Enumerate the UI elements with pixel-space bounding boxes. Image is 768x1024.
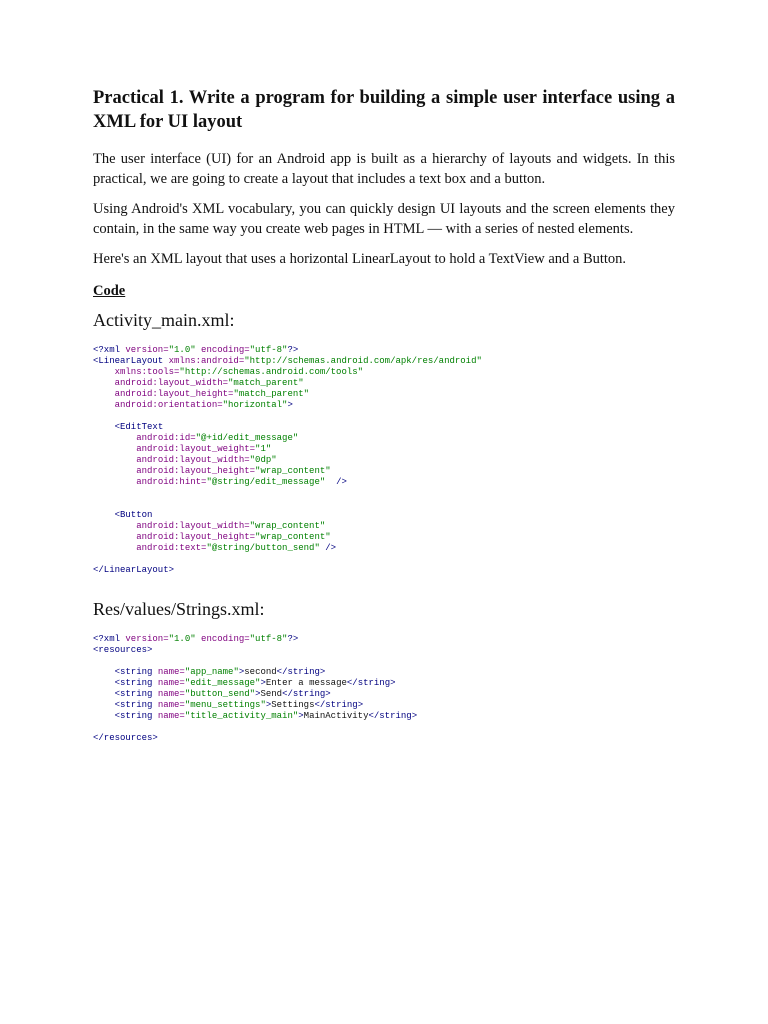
code-token-attr: android:text= (136, 542, 207, 553)
code-token-text (93, 433, 136, 443)
code-token-text (93, 367, 115, 377)
code-token-val: "utf-8" (249, 633, 288, 644)
code-line (93, 565, 675, 576)
code-token-text (93, 444, 136, 454)
code-line (93, 444, 675, 455)
code-blank-line (93, 411, 675, 422)
code-token-text (93, 711, 115, 721)
code-token-tag: </string> (314, 699, 364, 710)
code-line (93, 345, 675, 356)
code-token-tag: > (265, 699, 272, 710)
code-line (93, 378, 675, 389)
code-blank-line (93, 554, 675, 565)
code-line (93, 645, 675, 656)
code-token-val: "@string/edit_message" (206, 476, 326, 487)
code-token-attr: android:orientation= (114, 399, 223, 410)
code-token-val: "utf-8" (249, 344, 288, 355)
code-token-tag: <string (114, 677, 158, 688)
code-line (93, 634, 675, 645)
code-token-tag: <EditText (114, 421, 164, 432)
code-token-tag: <LinearLayout (93, 355, 169, 366)
code-token-attr: name= (157, 677, 185, 688)
xml-vocabulary-paragraph: Using Android's XML vocabulary, you can quickly design UI layouts and the screen elements they contain, in the same way you create web pages in HTML — with a series of nested elements. (93, 201, 675, 237)
code-token-tag: <resources> (93, 644, 153, 655)
code-line (93, 422, 675, 433)
code-token-text (93, 678, 115, 688)
strings-xml-heading: Res/values/Strings.xml: (93, 598, 265, 619)
code-token-val: "button_send" (184, 688, 256, 699)
code-token-tag: /> (325, 476, 347, 487)
code-token-tag: <string (114, 699, 158, 710)
code-token-attr: version= (125, 344, 169, 355)
code-token-tag: <string (114, 710, 158, 721)
code-token-val: "app_name" (184, 666, 239, 677)
code-token-tag: <string (114, 666, 158, 677)
code-token-text (93, 521, 136, 531)
code-line (93, 389, 675, 400)
code-token-attr: name= (157, 699, 185, 710)
code-token-text (93, 700, 115, 710)
code-token-text (93, 389, 115, 399)
code-token-val: "wrap_content" (255, 465, 331, 476)
code-token-text: MainActivity (303, 710, 369, 721)
code-token-tag: </string> (276, 666, 326, 677)
code-line (93, 667, 675, 678)
code-token-attr: name= (157, 710, 185, 721)
code-token-text (93, 422, 115, 432)
code-line (93, 466, 675, 477)
code-token-val: "title_activity_main" (184, 710, 299, 721)
document-page (93, 86, 675, 766)
code-token-attr: xmlns:tools= (114, 366, 180, 377)
layout-description-paragraph: Here's an XML layout that uses a horizontal LinearLayout to hold a TextView and a Button. (93, 251, 627, 267)
code-line (93, 356, 675, 367)
code-token-val: "@string/button_send" (206, 542, 320, 553)
code-line (93, 455, 675, 466)
code-line (93, 367, 675, 378)
code-token-val: "horizontal" (222, 399, 288, 410)
code-token-val: "wrap_content" (255, 531, 331, 542)
strings-xml-code-block (93, 634, 675, 744)
code-token-tag: <Button (114, 509, 153, 520)
code-token-val: "match_parent" (228, 377, 304, 388)
code-token-tag: ?> (287, 344, 299, 355)
code-line (93, 477, 675, 488)
code-line (93, 678, 675, 689)
code-token-tag: > (287, 399, 293, 410)
code-line (93, 689, 675, 700)
code-token-val: "1" (255, 443, 272, 454)
code-token-attr: xmlns:android= (168, 355, 245, 366)
code-token-attr: android:layout_width= (114, 377, 229, 388)
activity-main-heading: Activity_main.xml: (93, 309, 235, 330)
code-token-tag: </string> (282, 688, 331, 699)
code-token-text: second (244, 666, 277, 677)
code-token-val: "http://schemas.android.com/apk/res/android" (244, 355, 482, 366)
code-line (93, 711, 675, 722)
code-token-text (93, 455, 136, 465)
code-token-val: "0dp" (249, 454, 277, 465)
code-token-text (93, 689, 115, 699)
code-token-attr: encoding= (201, 633, 250, 644)
page-title: Practical 1. Write a program for building a simple user interface using a XML for UI layout (93, 88, 675, 132)
code-line (93, 733, 675, 744)
code-token-attr: android:hint= (136, 476, 207, 487)
code-token-text (93, 510, 115, 520)
code-token-tag: <?xml (93, 633, 126, 644)
code-token-text (93, 400, 115, 410)
code-token-val: "http://schemas.android.com/tools" (179, 366, 364, 377)
code-line (93, 510, 675, 521)
code-line (93, 433, 675, 444)
code-line (93, 543, 675, 554)
code-token-attr: android:layout_height= (136, 465, 256, 476)
code-blank-line (93, 488, 675, 499)
code-blank-line (93, 722, 675, 733)
code-token-val: "menu_settings" (184, 699, 266, 710)
code-token-tag: /> (319, 542, 337, 553)
code-token-text: Enter a message (265, 677, 347, 688)
code-token-text: Send (260, 688, 283, 699)
code-token-tag: </resources> (93, 732, 158, 743)
code-token-attr: android:layout_width= (136, 520, 250, 531)
code-token-text (93, 667, 115, 677)
code-token-tag: </LinearLayout> (93, 564, 175, 575)
code-token-text: Settings (271, 699, 315, 710)
code-line (93, 532, 675, 543)
code-token-text (93, 532, 136, 542)
code-token-text (93, 543, 136, 553)
activity-main-code-block (93, 345, 675, 576)
code-token-tag: </string> (368, 710, 418, 721)
code-token-tag: > (298, 710, 304, 721)
code-line (93, 521, 675, 532)
code-token-attr: android:layout_height= (136, 531, 256, 542)
code-token-attr: android:id= (136, 432, 196, 443)
code-token-text (93, 378, 115, 388)
intro-paragraph: The user interface (UI) for an Android app is built as a hierarchy of layouts and widgets. In this practical, we are going to create a layout that includes a text box and a button. (93, 151, 675, 187)
code-token-val: "1.0" (168, 633, 196, 644)
code-token-attr: name= (157, 688, 185, 699)
code-token-tag: </string> (346, 677, 396, 688)
code-token-tag: > (255, 688, 261, 699)
code-token-attr: android:layout_weight= (136, 443, 256, 454)
code-token-tag: <?xml (93, 344, 126, 355)
code-token-text (93, 466, 136, 476)
code-token-attr: encoding= (201, 344, 250, 355)
code-token-val: "edit_message" (184, 677, 261, 688)
code-blank-line (93, 656, 675, 667)
code-token-val: "1.0" (168, 344, 196, 355)
code-token-attr: version= (125, 633, 169, 644)
code-line (93, 400, 675, 411)
code-token-attr: name= (157, 666, 185, 677)
code-token-val: "@+id/edit_message" (195, 432, 299, 443)
code-token-tag: ?> (287, 633, 299, 644)
code-token-attr: android:layout_height= (114, 388, 234, 399)
code-blank-line (93, 499, 675, 510)
code-token-tag: > (238, 666, 245, 677)
code-token-val: "wrap_content" (249, 520, 326, 531)
code-section-label: Code (93, 282, 126, 299)
code-line (93, 700, 675, 711)
code-token-val: "match_parent" (233, 388, 310, 399)
code-token-tag: > (260, 677, 266, 688)
code-token-text (93, 477, 136, 487)
code-token-attr: android:layout_width= (136, 454, 250, 465)
code-token-tag: <string (114, 688, 158, 699)
